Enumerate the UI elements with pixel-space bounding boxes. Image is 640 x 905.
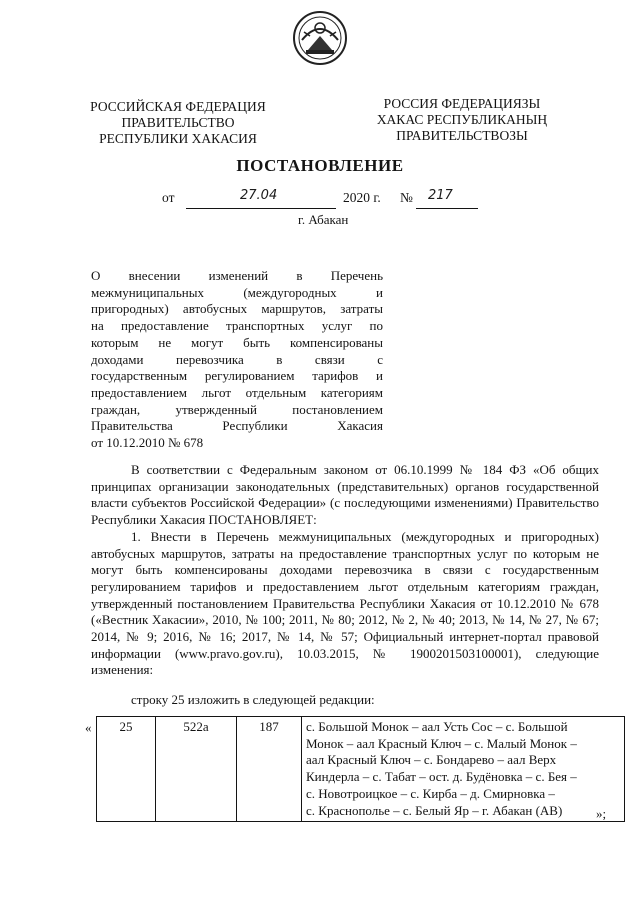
path-line: с. Большой Монок – аал Усть Сос – с. Большой: [306, 719, 568, 734]
subject-line: от 10.12.2010 № 678: [91, 435, 204, 451]
quote-close: »;: [596, 806, 607, 821]
header-left-line: ПРАВИТЕЛЬСТВО: [121, 115, 235, 130]
subject-line: граждан, утвержденный постановлением: [91, 401, 383, 417]
cell-path: [302, 717, 625, 822]
city-label: г. Абакан: [298, 212, 349, 227]
date-underline: [186, 208, 336, 209]
cell-route: 522а: [156, 717, 237, 822]
document-title: ПОСТАНОВЛЕНИЕ: [236, 156, 404, 175]
subject-line: которым не могут быть компенсированы: [91, 334, 383, 350]
subject-line: на предоставление транспортных услуг по: [91, 318, 383, 334]
route-table: [96, 716, 625, 822]
year-label: 2020 г.: [343, 190, 381, 205]
cell-number: 25: [97, 717, 156, 822]
header-left: [78, 99, 278, 147]
row-instruction: строку 25 изложить в следующей редакции:: [131, 692, 375, 707]
header-right-line: РОССИЯ ФЕДЕРАЦИЯЗЫ: [383, 96, 541, 111]
preamble-paragraph: В соответствии с Федеральным законом от 06.10.1999 № 184 ФЗ «Об общих принципах организации законодательных (представительных) органов государственной власти субъектов Российской Федерации» (с последующими изменениями) Правительство Республики Хакасия ПОСТАНОВЛЯЕТ:: [91, 462, 599, 528]
item-1-paragraph: 1. Внести в Перечень межмуниципальных (междугородных и пригородных) автобусных маршрутов, затраты на предоставление транспортных услуг по которым не могут быть компенсированы доходами перевозчика в связи с государственным регулированием тарифов и предоставлением льгот отдельным категориям граждан, утвержденный постановлением Правительства Республики Хакасия от 10.12.2010 № 678 («Вестник Хакасии», 2010, № 100; 2011, № 80; 2012, № 2, № 40; 2013, № 14, № 27, № 67; 2014, № 9; 2016, № 16; 2017, № 14, № 57; Официальный интернет-портал правовой информации (www.pravo.gov.ru), 10.03.2015, № 1900201503100001), следующие изменения:: [91, 528, 599, 678]
table-row: [97, 717, 625, 822]
date-from-label: от: [162, 190, 175, 205]
date-handwritten: 27.04: [240, 188, 278, 203]
number-handwritten: 217: [428, 188, 453, 203]
path-line: аал Красный Ключ – с. Бондарево – аал Верх: [306, 752, 557, 768]
body-text: [91, 462, 599, 679]
path-line: Киндерла – с. Табат – ост. д. Будёновка – с. Бея –: [306, 769, 577, 785]
subject-line: Правительства Республики Хакасия: [91, 418, 383, 434]
header-right-line: ХАКАС РЕСПУБЛИКАНЫҢ: [376, 112, 548, 127]
subject-line: пригородных) автобусных маршрутов, затраты: [91, 301, 383, 317]
header-left-line: РЕСПУБЛИКИ ХАКАСИЯ: [99, 131, 257, 146]
path-line: с. Краснополье – с. Белый Яр – г. Абакан (АВ): [306, 802, 563, 818]
quote-open: «: [85, 720, 92, 735]
path-line: с. Новотроицкое – с. Кирба – д. Смирновка –: [306, 785, 555, 801]
path-line: Монок – аал Красный Ключ – с. Малый Монок –: [306, 735, 577, 751]
subject-line: государственным регулированием тарифов и: [91, 368, 383, 384]
subject-line: доходами перевозчика в связи с: [91, 351, 383, 367]
header-right-line: ПРАВИТЕЛЬСТВОЗЫ: [396, 128, 528, 143]
cell-code: 187: [237, 717, 302, 822]
header-right: [362, 96, 562, 144]
coat-of-arms-emblem: [292, 10, 348, 66]
header-left-line: РОССИЙСКАЯ ФЕДЕРАЦИЯ: [90, 99, 266, 114]
number-label: №: [400, 190, 413, 205]
subject-block: [91, 268, 383, 452]
subject-line: межмуниципальных (междугородных и: [91, 284, 383, 300]
number-underline: [416, 208, 478, 209]
subject-line: предоставлением льгот отдельным категориям: [91, 384, 383, 400]
subject-line: О внесении изменений в Перечень: [91, 268, 383, 283]
